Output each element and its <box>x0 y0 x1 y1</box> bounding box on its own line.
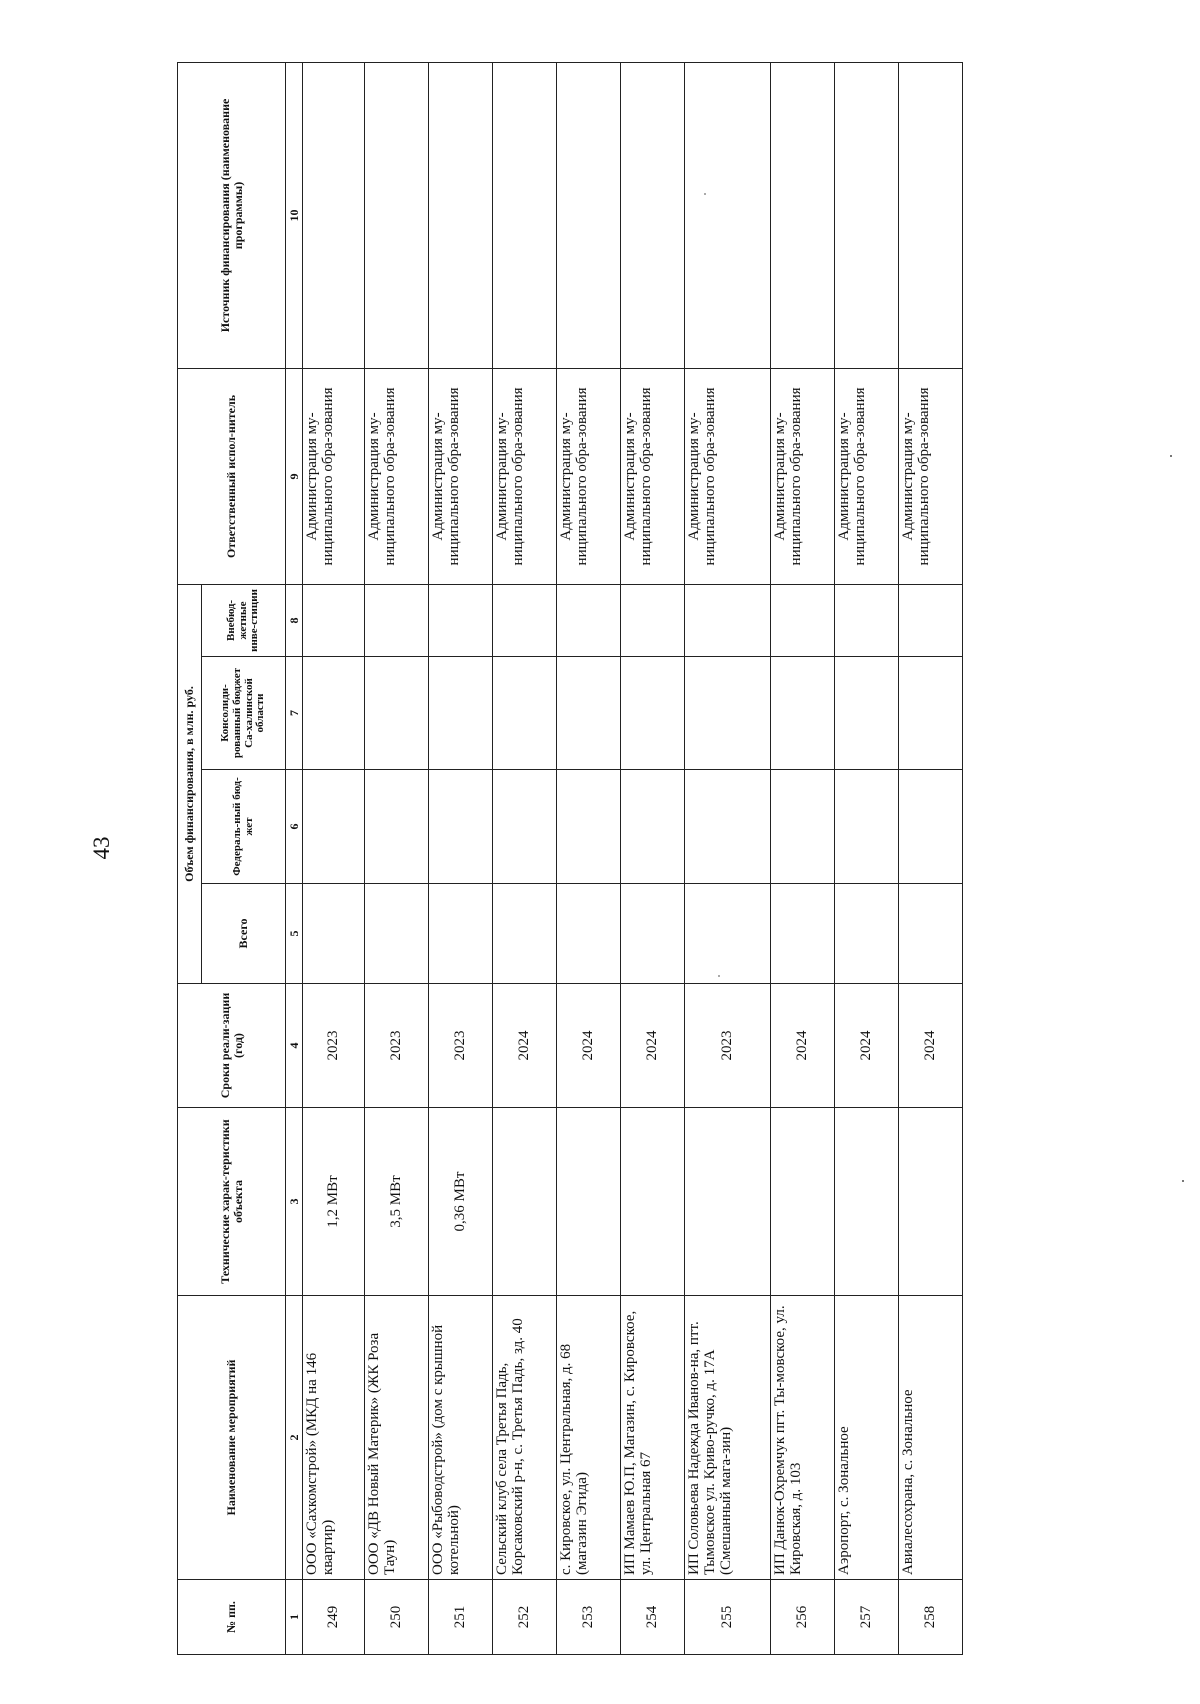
cell-tech <box>899 1108 963 1296</box>
cell-federal <box>621 770 685 884</box>
cell-tech <box>771 1108 835 1296</box>
cell-name: ИП Данюк-Охремчук пгт. Ты-мовское, ул. Кировская, д. 103 <box>771 1296 835 1580</box>
cell-total <box>621 884 685 984</box>
cell-tech <box>621 1108 685 1296</box>
cell-period: 2024 <box>557 984 621 1108</box>
cell-name: Авиалесохрана, с. Зональное <box>899 1296 963 1580</box>
cell-consolidated <box>303 657 365 770</box>
cell-tech <box>557 1108 621 1296</box>
cell-name: Аэропорт, с. Зональное <box>835 1296 899 1580</box>
cell-name: ИП Соловьева Надежда Иванов-на, птт. Тымовское ул. Криво-ручко, д. 17А (Смешанный мага-зин) <box>685 1296 771 1580</box>
cell-executor: Администрация му-ниципального обра-зования <box>557 368 621 584</box>
cell-executor: Администрация му-ниципального обра-зования <box>685 368 771 584</box>
cell-total <box>365 884 429 984</box>
cell-name: с. Кировское, ул. Центральная, д. 68 (магазин Эгида) <box>557 1296 621 1580</box>
cell-extrabudget <box>303 584 365 656</box>
scan-speck <box>1182 1180 1184 1182</box>
cell-extrabudget <box>365 584 429 656</box>
cell-extrabudget <box>621 584 685 656</box>
table-row <box>557 62 621 1654</box>
scan-speck <box>1170 455 1172 457</box>
cell-federal <box>557 770 621 884</box>
cell-num: 258 <box>899 1580 963 1655</box>
cell-num: 257 <box>835 1580 899 1655</box>
cell-extrabudget <box>835 584 899 656</box>
cell-period: 2024 <box>493 984 557 1108</box>
cell-source <box>557 62 621 368</box>
cell-total <box>557 884 621 984</box>
header-consolidated: Консолиди-рованный бюджет Са-халинской области <box>202 657 286 770</box>
table-row <box>621 62 685 1654</box>
table-row <box>365 62 429 1654</box>
cell-extrabudget <box>429 584 493 656</box>
cell-period: 2024 <box>899 984 963 1108</box>
cell-consolidated <box>771 657 835 770</box>
scan-speck <box>718 975 720 977</box>
cell-executor: Администрация му-ниципального обра-зования <box>365 368 429 584</box>
cell-federal <box>365 770 429 884</box>
cell-total <box>429 884 493 984</box>
cell-num: 250 <box>365 1580 429 1655</box>
cell-source <box>771 62 835 368</box>
cell-total <box>303 884 365 984</box>
cell-period: 2024 <box>621 984 685 1108</box>
cell-source <box>493 62 557 368</box>
table-row <box>835 62 899 1654</box>
cell-num: 253 <box>557 1580 621 1655</box>
cell-federal <box>493 770 557 884</box>
col-number-7: 7 <box>286 657 303 770</box>
cell-total <box>685 884 771 984</box>
header-name: Наименование мероприятий <box>178 1296 286 1580</box>
col-number-5: 5 <box>286 884 303 984</box>
cell-total <box>899 884 963 984</box>
cell-tech <box>685 1108 771 1296</box>
cell-name: ООО «Сахкомстрой» (МКД на 146 квартир) <box>303 1296 365 1580</box>
cell-federal <box>771 770 835 884</box>
cell-consolidated <box>685 657 771 770</box>
cell-federal <box>429 770 493 884</box>
col-number-3: 3 <box>286 1108 303 1296</box>
cell-executor: Администрация му-ниципального обра-зования <box>621 368 685 584</box>
col-number-9: 9 <box>286 368 303 584</box>
page-number: 43 <box>89 836 114 860</box>
cell-consolidated <box>835 657 899 770</box>
cell-consolidated <box>429 657 493 770</box>
table-row <box>429 62 493 1654</box>
cell-federal <box>303 770 365 884</box>
cell-tech: 0,36 МВт <box>429 1108 493 1296</box>
header-source: Источник финансирования (наименование программы) <box>178 62 286 368</box>
col-number-8: 8 <box>286 584 303 656</box>
cell-federal <box>899 770 963 884</box>
header-period: Сроки реали-зации (год) <box>178 984 286 1108</box>
cell-source <box>685 62 771 368</box>
scan-speck <box>704 193 706 195</box>
cell-federal <box>685 770 771 884</box>
table-wrapper <box>177 63 1095 1655</box>
cell-source <box>899 62 963 368</box>
funding-table <box>177 62 963 1655</box>
cell-period: 2024 <box>771 984 835 1108</box>
header-num: № пп. <box>178 1580 286 1655</box>
table-row <box>685 62 771 1654</box>
cell-source <box>621 62 685 368</box>
cell-federal <box>835 770 899 884</box>
header-extrabudget: Внебюд-жетные инве-стиции <box>202 584 286 656</box>
cell-executor: Администрация му-ниципального обра-зования <box>303 368 365 584</box>
cell-num: 255 <box>685 1580 771 1655</box>
cell-name: ООО «Рыбоводстрой» (дом с крышной котельной) <box>429 1296 493 1580</box>
cell-num: 256 <box>771 1580 835 1655</box>
cell-extrabudget <box>557 584 621 656</box>
header-federal: Федераль-ный бюд-жет <box>202 770 286 884</box>
cell-total <box>835 884 899 984</box>
cell-name: ООО «ДВ Новый Материк» (ЖК Роза Таун) <box>365 1296 429 1580</box>
cell-num: 249 <box>303 1580 365 1655</box>
cell-consolidated <box>365 657 429 770</box>
cell-tech <box>493 1108 557 1296</box>
table-rotation-frame <box>177 63 1095 1655</box>
cell-executor: Администрация му-ниципального обра-зования <box>493 368 557 584</box>
cell-consolidated <box>493 657 557 770</box>
cell-executor: Администрация му-ниципального обра-зования <box>899 368 963 584</box>
table-row <box>493 62 557 1654</box>
table-row <box>303 62 365 1654</box>
cell-num: 254 <box>621 1580 685 1655</box>
col-number-1: 1 <box>286 1580 303 1655</box>
cell-source <box>835 62 899 368</box>
cell-period: 2023 <box>429 984 493 1108</box>
cell-num: 251 <box>429 1580 493 1655</box>
header-executor: Ответственный испол-нитель <box>178 368 286 584</box>
col-number-2: 2 <box>286 1296 303 1580</box>
cell-executor: Администрация му-ниципального обра-зования <box>835 368 899 584</box>
cell-extrabudget <box>899 584 963 656</box>
cell-period: 2023 <box>685 984 771 1108</box>
cell-tech: 1,2 МВт <box>303 1108 365 1296</box>
cell-name: ИП Мамаев Ю.П, Магазин, с. Кировское, ул. Центральная 67 <box>621 1296 685 1580</box>
col-number-4: 4 <box>286 984 303 1108</box>
cell-period: 2023 <box>365 984 429 1108</box>
cell-consolidated <box>557 657 621 770</box>
header-funding-group: Объем финансирования, в млн. руб. <box>178 584 202 983</box>
cell-total <box>493 884 557 984</box>
cell-period: 2023 <box>303 984 365 1108</box>
table-row <box>771 62 835 1654</box>
cell-executor: Администрация му-ниципального обра-зования <box>771 368 835 584</box>
cell-extrabudget <box>685 584 771 656</box>
cell-consolidated <box>621 657 685 770</box>
cell-source <box>429 62 493 368</box>
cell-num: 252 <box>493 1580 557 1655</box>
cell-source <box>365 62 429 368</box>
cell-extrabudget <box>493 584 557 656</box>
table-row <box>899 62 963 1654</box>
cell-executor: Администрация му-ниципального обра-зования <box>429 368 493 584</box>
cell-source <box>303 62 365 368</box>
table-body <box>303 62 963 1654</box>
cell-total <box>771 884 835 984</box>
col-number-6: 6 <box>286 770 303 884</box>
col-number-10: 10 <box>286 62 303 368</box>
cell-consolidated <box>899 657 963 770</box>
cell-period: 2024 <box>835 984 899 1108</box>
cell-tech: 3,5 МВт <box>365 1108 429 1296</box>
cell-tech <box>835 1108 899 1296</box>
cell-name: Сельский клуб села Третья Падь, Корсаковский р-н, с. Третья Падь, зд. 40 <box>493 1296 557 1580</box>
cell-extrabudget <box>771 584 835 656</box>
header-tech: Технические харак-теристики объекта <box>178 1108 286 1296</box>
header-total: Всего <box>202 884 286 984</box>
